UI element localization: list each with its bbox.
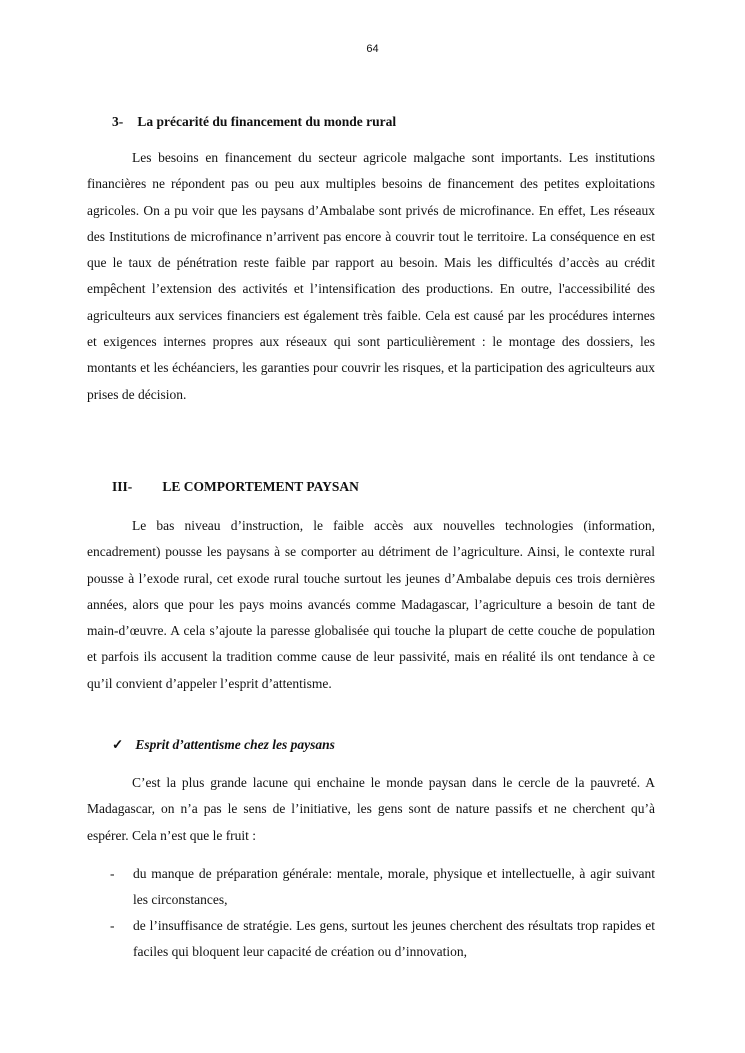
checkmark-icon: ✓ [112,737,124,752]
section-title: La précarité du financement du monde rural [137,114,397,129]
list-item [110,861,655,914]
subheading-attentisme [112,737,335,753]
dash-bullet: - [110,918,115,933]
subheading-title: Esprit d’attentisme chez les paysans [135,737,335,752]
paragraph-comportement: Le bas niveau d’instruction, le faible accès aux nouvelles technologies (information, encadrement) pousse les paysans à se comporter au détriment de l’agriculture. Ainsi, le contexte rural pousse à l’exode rural, cet exode rural touche surtout les jeunes d’Ambalabe depuis ces trois dernières années, alors que pour les pays moins avancés comme Madagascar, l’agriculture a besoin de tant de main-d’œuvre. A cela s’ajoute la paresse globalisée qui touche la plupart de cette couche de population et parfois ils accusent la tradition comme cause de leur passivité, mais en réalité ils ont tendance à ce qu’il convient d’appeler l’esprit d’attentisme. [87,518,655,691]
section-number: 3- [112,114,124,129]
paragraph-attentisme: C’est la plus grande lacune qui enchaine le monde paysan dans le cercle de la pauvreté. A Madagascar, on n’a pas le sens de l’initiative, les gens sont de nature passifs et ne cherchent qu’à espérer. Cela n’est que le fruit : [87,775,655,843]
list-item-text: du manque de préparation générale: mentale, morale, physique et intellectuelle, à agir suivant les circonstances, [133,866,655,908]
section-heading-comportement [112,479,359,495]
list-item-text: de l’insuffisance de stratégie. Les gens, surtout les jeunes cherchent des résultats trop rapides et faciles qui bloquent leur capacité de création ou d’innovation, [133,918,655,960]
paragraph-financement: Les besoins en financement du secteur agricole malgache sont importants. Les institutions financières ne répondent pas ou peu aux multiples besoins de financement des petites exploitations agricoles. On a pu voir que les paysans d’Ambalabe sont privés de microfinance. En effet, Les réseaux des Institutions de microfinance n’arrivent pas encore à couvrir tout le territoire. La conséquence en est que le taux de pénétration reste faible par rapport au besoin. Mais les difficultés d’accès au crédit empêchent l’extension des activités et l’intensification des productions. En outre, l'accessibilité des agriculteurs aux services financiers est également très faible. Cela est causé par les procédures internes et exigences internes propres aux réseaux qui sont particulièrement : le montage des dossiers, les montants et les échéanciers, les garanties pour couvrir les risques, et la participation des agriculteurs aux prises de décision. [87,150,655,402]
section-number: III- [112,479,133,494]
section-heading-financement [112,114,396,130]
section-title: LE COMPORTEMENT PAYSAN [162,479,359,494]
page-number: 64 [366,43,379,55]
list-item [110,913,655,966]
dash-bullet: - [110,866,115,881]
